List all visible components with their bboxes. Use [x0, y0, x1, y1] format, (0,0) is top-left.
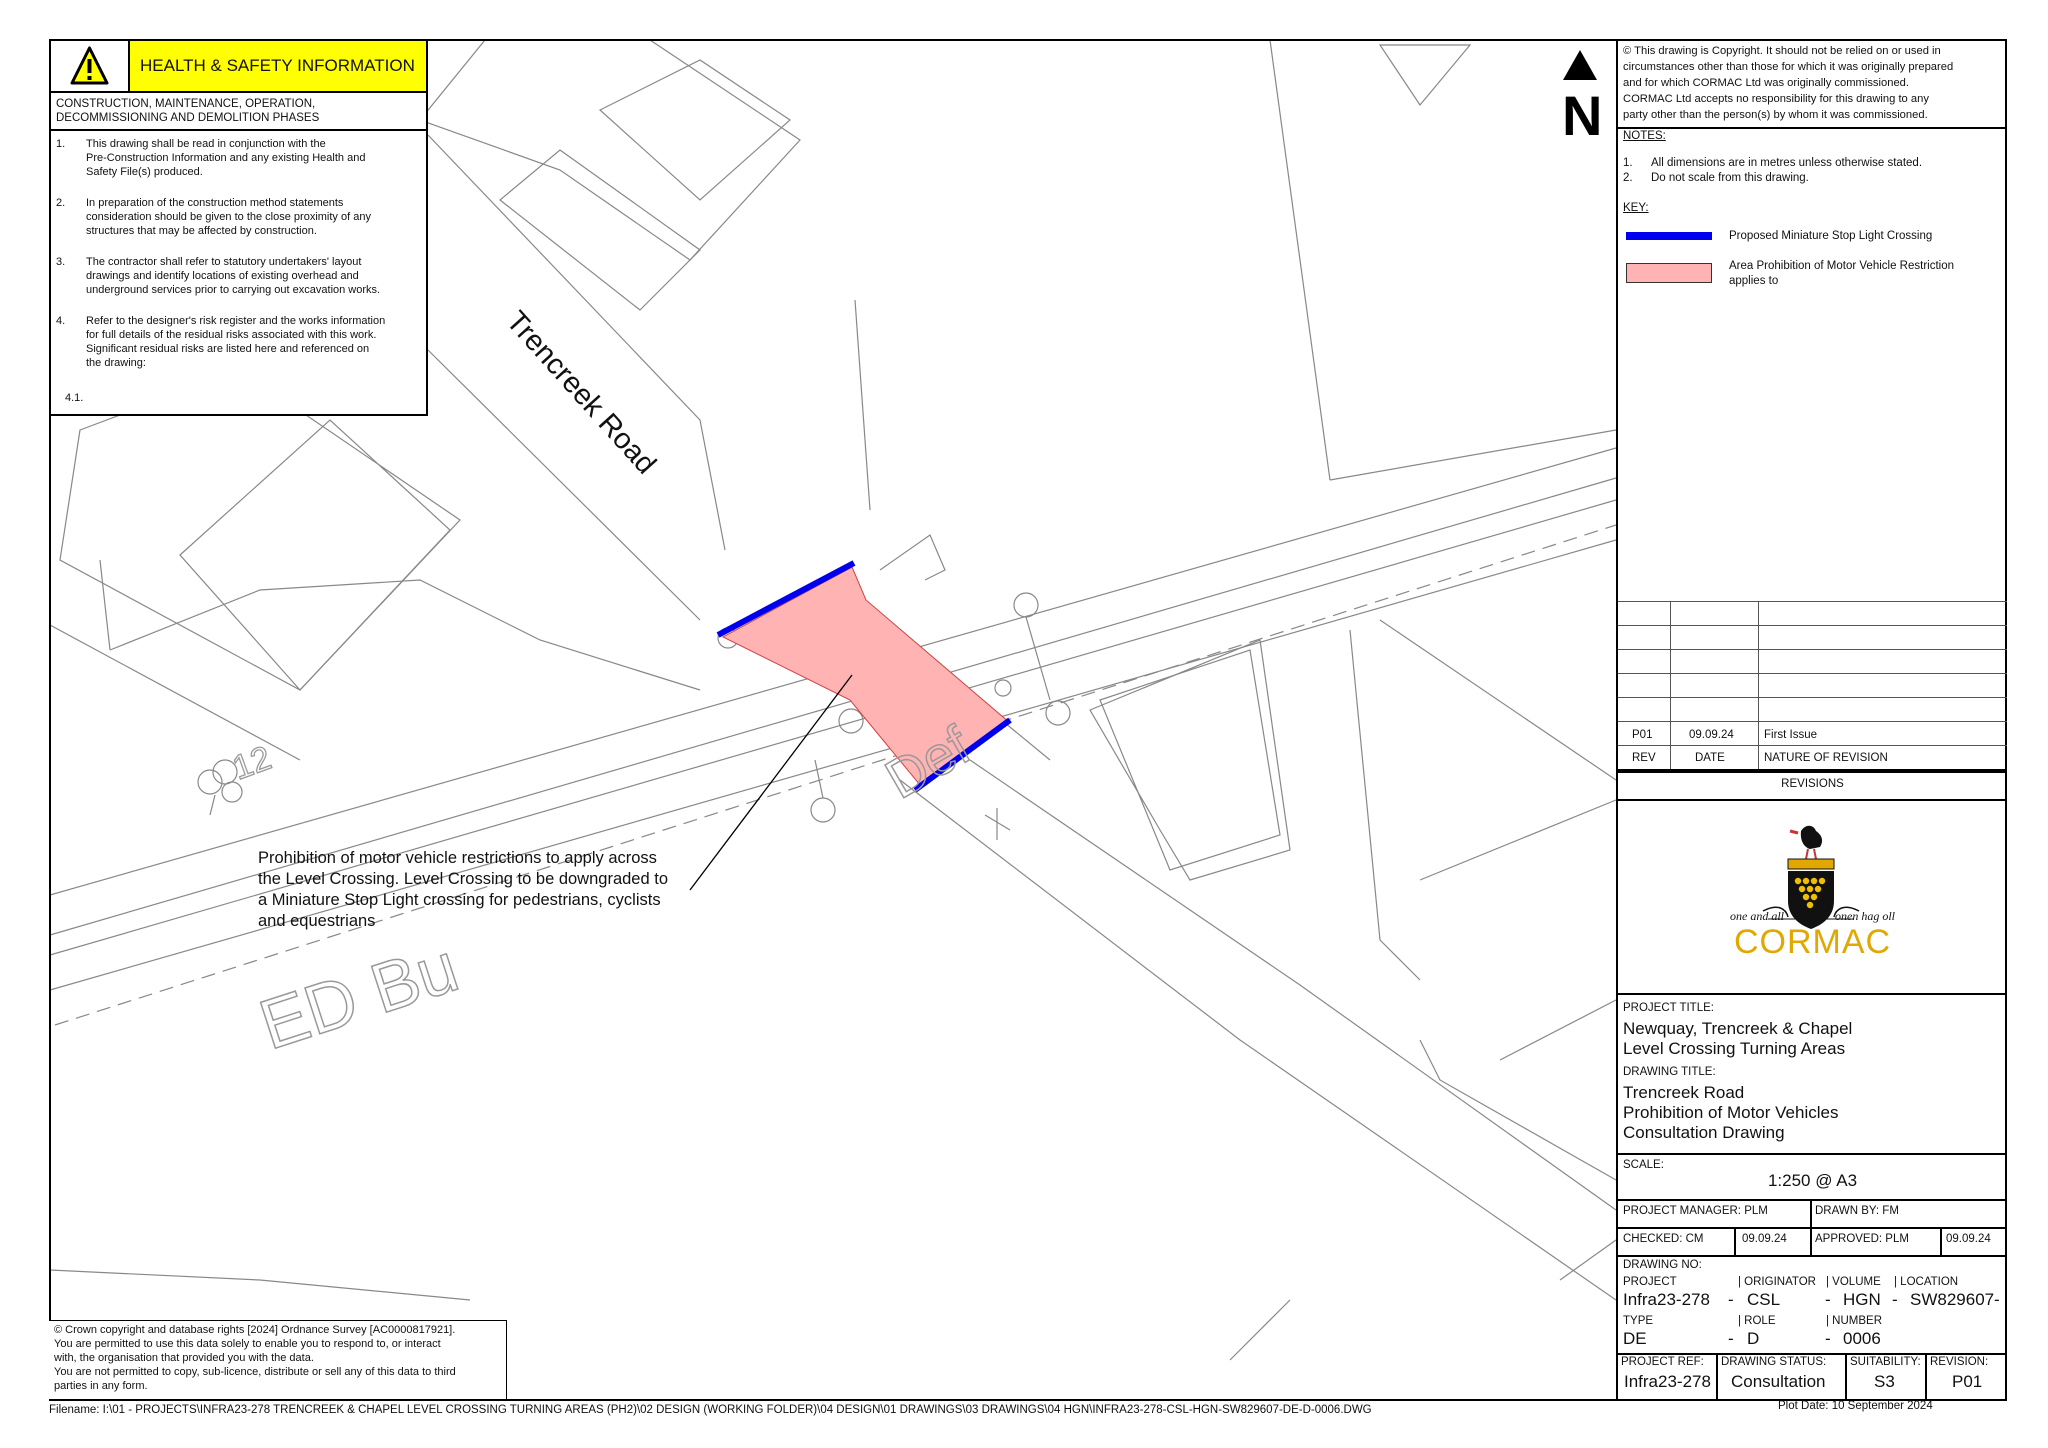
note-text: All dimensions are in metres unless otherwise stated.	[1651, 157, 1923, 169]
key-crossing-label: Proposed Miniature Stop Light Crossing	[1729, 230, 1933, 242]
dn-label-number: | NUMBER	[1826, 1315, 1883, 1327]
revision: P01	[1952, 1372, 1983, 1391]
hs-line: This drawing shall be read in conjunction with the	[86, 138, 326, 150]
revision-header-date: DATE	[1695, 752, 1725, 764]
key-crossing-swatch	[1626, 232, 1712, 240]
revision-header-nature: NATURE OF REVISION	[1764, 752, 1888, 764]
suitability: S3	[1874, 1372, 1895, 1391]
dn-label-project: PROJECT	[1623, 1276, 1677, 1288]
drawing-title-line: Prohibition of Motor Vehicles	[1623, 1103, 1839, 1122]
dn-sep: -	[1892, 1290, 1898, 1309]
annotation-line: and equestrians	[258, 912, 376, 930]
phases-heading	[51, 93, 426, 131]
title-block	[1616, 39, 2007, 1401]
project-title-line: Newquay, Trencreek & Chapel	[1623, 1019, 1853, 1038]
hs-line: structures that may be affected by construction.	[86, 225, 317, 237]
dn-project: Infra23-278	[1623, 1290, 1710, 1309]
cormac-crest-icon	[1618, 801, 2007, 991]
key-area-swatch	[1626, 263, 1712, 283]
hs-sub-item: 4.1.	[65, 392, 84, 404]
revisions-label: REVISIONS	[1781, 778, 1844, 790]
dn-volume: HGN	[1843, 1290, 1881, 1309]
hs-item-number: 3.	[56, 256, 66, 268]
project-title-label: PROJECT TITLE:	[1623, 1002, 1714, 1014]
os-text-12: 12	[227, 738, 277, 788]
health-safety-title: HEALTH & SAFETY INFORMATION	[130, 41, 426, 91]
cormac-logo	[1618, 801, 2007, 991]
hs-line: The contractor shall refer to statutory undertakers' layout	[86, 256, 362, 268]
dn-sep: -	[1728, 1290, 1734, 1309]
copyright-line: © This drawing is Copyright. It should not be relied on or used in	[1623, 45, 1941, 57]
hs-line: underground services prior to carrying out excavation works.	[86, 284, 381, 296]
drawing-status: Consultation	[1731, 1372, 1826, 1391]
dn-label-role: | ROLE	[1738, 1315, 1776, 1327]
key-label: KEY:	[1623, 202, 1649, 214]
note-text: Do not scale from this drawing.	[1651, 172, 1809, 184]
revision-date: 09.09.24	[1689, 729, 1734, 741]
os-copyright-line: parties in any form.	[54, 1380, 148, 1392]
dn-sep: -	[1825, 1329, 1831, 1348]
hs-line: for full details of the residual risks associated with this work.	[86, 329, 377, 341]
notes-label: NOTES:	[1623, 130, 1666, 142]
drawing-title-label: DRAWING TITLE:	[1623, 1066, 1716, 1078]
annotation-line: a Miniature Stop Light crossing for pedestrians, cyclists	[258, 891, 661, 909]
approved-date: 09.09.24	[1946, 1233, 1991, 1245]
dn-label-originator: | ORIGINATOR	[1738, 1276, 1816, 1288]
key-area-label	[1729, 259, 1954, 289]
key-area-line: applies to	[1729, 275, 1779, 287]
copyright-line: CORMAC Ltd accepts no responsibility for this drawing to any	[1623, 93, 1929, 105]
note-number: 1.	[1623, 157, 1633, 169]
drawing-title-line: Trencreek Road	[1623, 1083, 1745, 1102]
revision-header-rev: REV	[1632, 752, 1656, 764]
dn-sep: -	[1994, 1290, 2000, 1309]
drawing-status-label: DRAWING STATUS:	[1721, 1356, 1827, 1368]
hs-item-number: 4.	[56, 315, 66, 327]
hs-line: consideration should be given to the close proximity of any	[86, 211, 371, 223]
dn-type: DE	[1623, 1329, 1647, 1348]
dn-label-type: TYPE	[1623, 1315, 1654, 1327]
dn-label-volume: | VOLUME	[1826, 1276, 1881, 1288]
dn-originator: CSL	[1747, 1290, 1781, 1309]
os-copyright-box	[49, 1320, 507, 1399]
hs-line: drawings and identify locations of existing overhead and	[86, 270, 359, 282]
project-ref-label: PROJECT REF:	[1621, 1356, 1704, 1368]
dn-role: D	[1747, 1329, 1760, 1348]
copyright-line: and for which CORMAC Ltd was originally commissioned.	[1623, 77, 1910, 89]
map-annotation	[258, 848, 698, 932]
key-area-line: Area Prohibition of Motor Vehicle Restriction	[1729, 260, 1954, 272]
hs-line: Significant residual risks are listed here and referenced on	[86, 343, 370, 355]
hs-line: Safety File(s) produced.	[86, 166, 203, 178]
logo-motto-left: one and all	[1730, 909, 1784, 923]
os-copyright-line: You are permitted to use this data solely to enable you to respond to, or interact	[54, 1338, 441, 1350]
scale-label: SCALE:	[1623, 1159, 1664, 1171]
hs-line: In preparation of the construction method statements	[86, 197, 344, 209]
svg-text:N: N	[1562, 84, 1603, 147]
os-copyright-line: with, the organisation that provided you with the data.	[54, 1352, 314, 1364]
health-safety-panel	[49, 39, 428, 416]
drawing-no-label: DRAWING NO:	[1623, 1259, 1702, 1271]
os-text-ed: ED Bu	[250, 927, 468, 1065]
phases-line: CONSTRUCTION, MAINTENANCE, OPERATION,	[56, 98, 316, 110]
annotation-line: Prohibition of motor vehicle restrictions to apply across	[258, 849, 657, 867]
scale-value: 1:250 @ A3	[1767, 1171, 1858, 1190]
warning-icon	[51, 41, 130, 91]
hs-item-number: 2.	[56, 197, 66, 209]
filename: Filename: I:\01 - PROJECTS\INFRA23-278 TRENCREEK & CHAPEL LEVEL CROSSING TURNING AREAS (PH2)\02 DESIGN (WORKING FOLDER)\04 DESIGN\01 DRAWINGS\03 DRAWINGS\04 HGN\INFRA23-278-CSL-HGN-SW829607-DE-D-0006.DWG	[49, 1404, 1372, 1416]
os-copyright-line: You are not permitted to copy, sub-licence, distribute or sell any of this data to third	[54, 1366, 456, 1378]
drawing-title	[1623, 1083, 1838, 1143]
health-safety-header	[51, 41, 426, 93]
revision-nature: First Issue	[1764, 729, 1818, 741]
logo-name: CORMAC	[1733, 923, 1892, 961]
note-number: 2.	[1623, 172, 1633, 184]
hs-line: Pre-Construction Information and any existing Health and	[86, 152, 366, 164]
phases-line: DECOMMISSIONING AND DEMOLITION PHASES	[56, 112, 320, 124]
os-text-def: Def	[875, 713, 981, 811]
drawing-copyright	[1623, 43, 1953, 123]
revision-rev: P01	[1632, 729, 1653, 741]
annotation-line: the Level Crossing. Level Crossing to be downgraded to	[258, 870, 668, 888]
dn-sep: -	[1728, 1329, 1734, 1348]
project-ref: Infra23-278	[1624, 1372, 1711, 1391]
dn-location: SW829607	[1910, 1290, 1995, 1309]
checked-by: CHECKED: CM	[1623, 1233, 1704, 1245]
project-title	[1623, 1019, 1852, 1059]
copyright-line: circumstances other than those for which it was originally prepared	[1623, 61, 1954, 73]
dn-number: 0006	[1843, 1329, 1881, 1348]
dn-sep: -	[1825, 1290, 1831, 1309]
drawn-by: DRAWN BY: FM	[1815, 1205, 1899, 1217]
os-copyright-line: © Crown copyright and database rights [2024] Ordnance Survey [AC0000817921].	[54, 1324, 456, 1336]
hs-line: Refer to the designer's risk register and the works information	[86, 315, 386, 327]
drawing-title-line: Consultation Drawing	[1623, 1123, 1785, 1142]
suitability-label: SUITABILITY:	[1850, 1356, 1921, 1368]
approved-by: APPROVED: PLM	[1815, 1233, 1909, 1245]
project-manager: PROJECT MANAGER: PLM	[1623, 1205, 1768, 1217]
hs-line: the drawing:	[86, 357, 146, 369]
logo-motto-right: onen hag oll	[1835, 909, 1895, 923]
project-title-line: Level Crossing Turning Areas	[1623, 1039, 1846, 1058]
revision-label: REVISION:	[1930, 1356, 1989, 1368]
road-label: Trencreek Road	[499, 305, 662, 481]
checked-date: 09.09.24	[1742, 1233, 1787, 1245]
copyright-line: party other than the person(s) by whom it was commissioned.	[1623, 109, 1928, 121]
hs-item-number: 1.	[56, 138, 66, 150]
dn-label-location: | LOCATION	[1894, 1276, 1959, 1288]
plot-date: Plot Date: 10 September 2024	[1778, 1400, 1933, 1412]
